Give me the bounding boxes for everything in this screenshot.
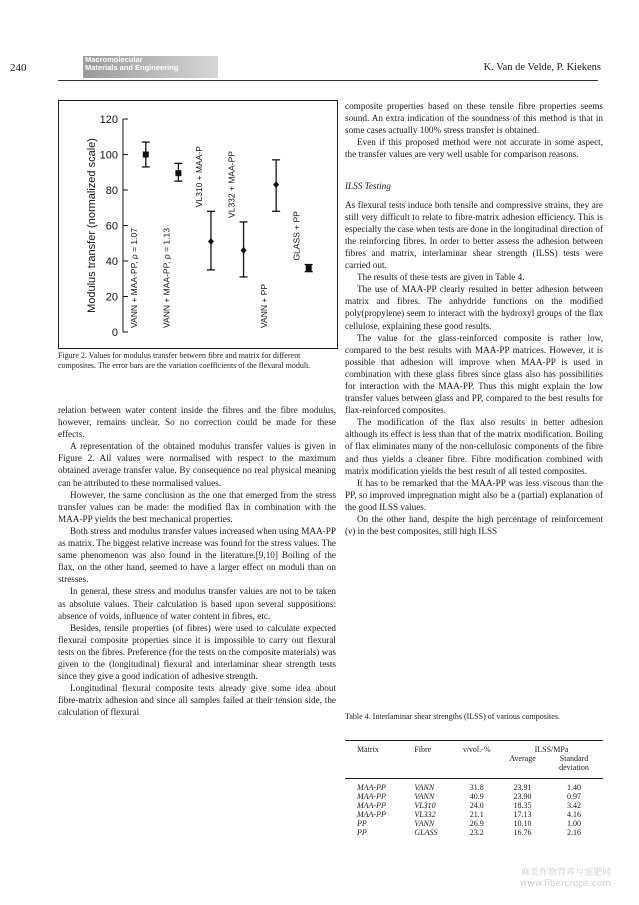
- y-tick-label: 20: [105, 291, 118, 304]
- y-tick-label: 40: [105, 256, 118, 268]
- matrix-cell: MAA-PP: [357, 801, 386, 810]
- figure-caption: Figure 2. Values for modulus transfer between fibre and matrix for different composites. The error bars are the variation coefficients of the flexural moduli.: [58, 351, 311, 370]
- col-header-std: Standard deviation: [559, 754, 589, 772]
- series-label: VANN + MAA-PP, ρ = 1.13: [161, 228, 172, 328]
- average-cell: 10.10: [513, 819, 532, 828]
- vol-cell: 31.8: [469, 783, 484, 792]
- y-axis-label: Modulus transfer (normalized scale): [86, 138, 98, 313]
- col-header-matrix: Matrix: [357, 745, 379, 754]
- paragraph: The results of these tests are given in Table 4.: [357, 272, 525, 283]
- series-label: VANN + PP: [259, 283, 270, 328]
- left-column: [58, 404, 336, 718]
- col-header-ilss: ILSS/MPa: [534, 745, 569, 754]
- table-row: [345, 779, 603, 793]
- average-cell: 23.90: [513, 792, 532, 801]
- y-tick-label: 100: [99, 149, 118, 162]
- col-header-average: Average: [509, 754, 536, 763]
- paragraph: Longitudinal flexural composite tests already give some idea about fibre-matrix adhesion and since all samples failed at their tension side, the calculation of flexural: [58, 683, 336, 718]
- std-cell: 3.42: [567, 801, 581, 810]
- fibre-cell: VANN: [414, 783, 435, 792]
- vol-cell: 26.9: [469, 819, 484, 828]
- fibre-cell: VANN: [414, 819, 435, 828]
- matrix-cell: MAA-PP: [357, 810, 386, 819]
- page-number: 240: [10, 62, 27, 74]
- series-label: VL310 + MAA-P: [193, 146, 204, 208]
- series-label: VANN + MAA-PP, ρ = 1.07: [128, 228, 139, 328]
- fibre-cell: VANN: [414, 792, 435, 801]
- watermark-line2: www.fibercrops.com: [520, 879, 611, 889]
- paragraph: Besides, tensile properties (of fibres) were used to calculate expected flexural composite properties since it is impossible to carry out flexural tests on the fibres. Preference (for the tests on the composite materials) was given to the (longitudinal) flexural and interlaminar shear strength tests since they give a good indication of adhesive strength.: [58, 622, 336, 682]
- paragraph: relation between water content inside the fibres and the fibre modulus, however, remains unclear. So no correction could be made for these effects.: [58, 405, 336, 440]
- y-tick-label: 120: [99, 114, 118, 126]
- matrix-cell: MAA-PP: [357, 792, 386, 801]
- modulus-transfer-chart: [59, 101, 337, 348]
- paragraph: Both stress and modulus transfer values increased when using MAA-PP as matrix. The biggest relative increase was found for the stress values. The same phenomenon was also found in the literature.[9,10] Boiling of the flax, on the other hand, seemed to have a larger effect on moduli than on stresses.: [58, 525, 336, 585]
- table-caption: Table 4. Interlaminar shear strengths (ILSS) of various composites.: [345, 712, 560, 721]
- matrix-cell: PP: [357, 828, 367, 837]
- table-row: [345, 819, 603, 828]
- y-tick-label: 60: [105, 220, 118, 233]
- std-cell: 1.40: [567, 783, 581, 792]
- fibre-cell: VL310: [414, 801, 436, 810]
- table-4: [345, 740, 603, 837]
- vol-cell: 23.2: [469, 828, 484, 837]
- col-header-fibre: Fibre: [414, 745, 432, 754]
- average-cell: 16.76: [513, 828, 532, 837]
- vol-cell: 40.9: [469, 792, 484, 801]
- paragraph: composite properties based on these tensile fibre properties seems sound. An extra indication of the soundness of this method is that in some cases actually 100% stress transfer is obtained.: [345, 101, 603, 136]
- paragraph: In general, these stress and modulus transfer values are not to be taken as absolute values. Their calculation is based upon several suppositions: absence of voids, influence of water content in fibres, etc.: [58, 586, 336, 621]
- table-row: [345, 828, 603, 837]
- matrix-cell: MAA-PP: [357, 783, 386, 792]
- paragraph: It has to be remarked that the MAA-PP was less viscous than the PP, so improved impregnation might also be a (partial) explanation of the good ILSS values.: [345, 477, 603, 512]
- vol-cell: 21.1: [469, 810, 484, 819]
- watermark: [520, 868, 611, 890]
- data-point: [241, 247, 247, 254]
- paragraph: Even if this proposed method were not accurate in some aspect, the transfer values are very well usable for comparison reasons.: [345, 137, 603, 160]
- average-cell: 23.91: [513, 783, 532, 792]
- figure-2: [58, 100, 338, 349]
- running-head-authors: K. Van de Velde, P. Kiekens: [483, 62, 601, 73]
- std-cell: 0.97: [567, 792, 581, 801]
- fibre-cell: GLASS: [414, 828, 438, 837]
- watermark-line1: 麻类作物营养与施肥网: [520, 868, 611, 878]
- paragraph: As flexural tests induce both tensile and compressive strains, they are still very difficult to relate to fibre-matrix adhesion efficiency. This is especially the case when tests are done in the longitudinal direction of the reinforcing fibres. In order to better assess the adhesion between fibres and matrix, interlaminar shear strength (ILSS) tests were carried out.: [345, 199, 603, 271]
- series-label: GLASS + PP: [291, 211, 302, 261]
- y-tick-label: 80: [105, 185, 118, 197]
- average-cell: 18.35: [513, 801, 532, 810]
- paragraph: On the other hand, despite the high percentage of reinforcement (ν) in the best composites, still high ILSS: [345, 514, 603, 537]
- data-point: [175, 170, 181, 176]
- col-header-vol: ν/vol.-%: [463, 745, 491, 754]
- journal-name-line2: Materials and Engineering: [85, 63, 179, 72]
- y-tick-label: 0: [111, 327, 118, 339]
- paragraph: The value for the glass-reinforced composite is rather low, compared to the best results with MAA-PP matrices. However, it is possible that adhesion will improve when MAA-PP is used in combination with these glass fibres since glass also has possibilities for interaction with the MAA-PP. Thus this might explain the low transfer values between glass and PP, compared to the best results for flax-reinforced composites.: [345, 332, 603, 416]
- paragraph: A representation of the obtained modulus transfer values is given in Figure 2. All values were normalised with respect to the maximum obtained average transfer value. By consequence no real physical meaning can be attributed to these normalised values.: [58, 441, 336, 488]
- fibre-cell: VL332: [414, 810, 436, 819]
- data-point: [306, 265, 312, 271]
- right-column: [345, 100, 603, 537]
- average-cell: 17.13: [513, 810, 532, 819]
- section-heading: ILSS Testing: [345, 181, 391, 192]
- paragraph: However, the same conclusion as the one that emerged from the stress transfer values can be made: the modified flax in combination with the MAA-PP yields the best mechanical properties.: [58, 489, 336, 524]
- paragraph: The modification of the flax also results in better adhesion although its effect is less than that of the matrix modification. Boiling of flax eliminates many of the non-cellulosic components of the fibre and thus yields a cleaner fibre. Fibre modification combined with matrix modification yields the best result of all tested composites.: [345, 417, 603, 476]
- table-row: [345, 792, 603, 801]
- std-cell: 2.16: [567, 828, 581, 837]
- matrix-cell: PP: [357, 819, 367, 828]
- vol-cell: 24.0: [469, 801, 484, 810]
- data-point: [273, 181, 279, 188]
- series-label: VL332 + MAA-PP: [226, 151, 237, 218]
- data-point: [143, 152, 149, 158]
- table-row: [345, 801, 603, 810]
- std-cell: 4.16: [567, 810, 581, 819]
- data-point: [208, 238, 214, 245]
- table-row: [345, 810, 603, 819]
- journal-name-line1: Macromolecular: [85, 55, 143, 64]
- paragraph: The use of MAA-PP clearly resulted in better adhesion between matrix and fibres. The anhydride functions on the modified poly(propylene) seem to interact with the hydroxyl groups of the flax cellulose, explaining these good results.: [345, 284, 603, 331]
- std-cell: 1.00: [567, 819, 581, 828]
- journal-logo: [83, 56, 218, 78]
- header-rule: [58, 80, 598, 81]
